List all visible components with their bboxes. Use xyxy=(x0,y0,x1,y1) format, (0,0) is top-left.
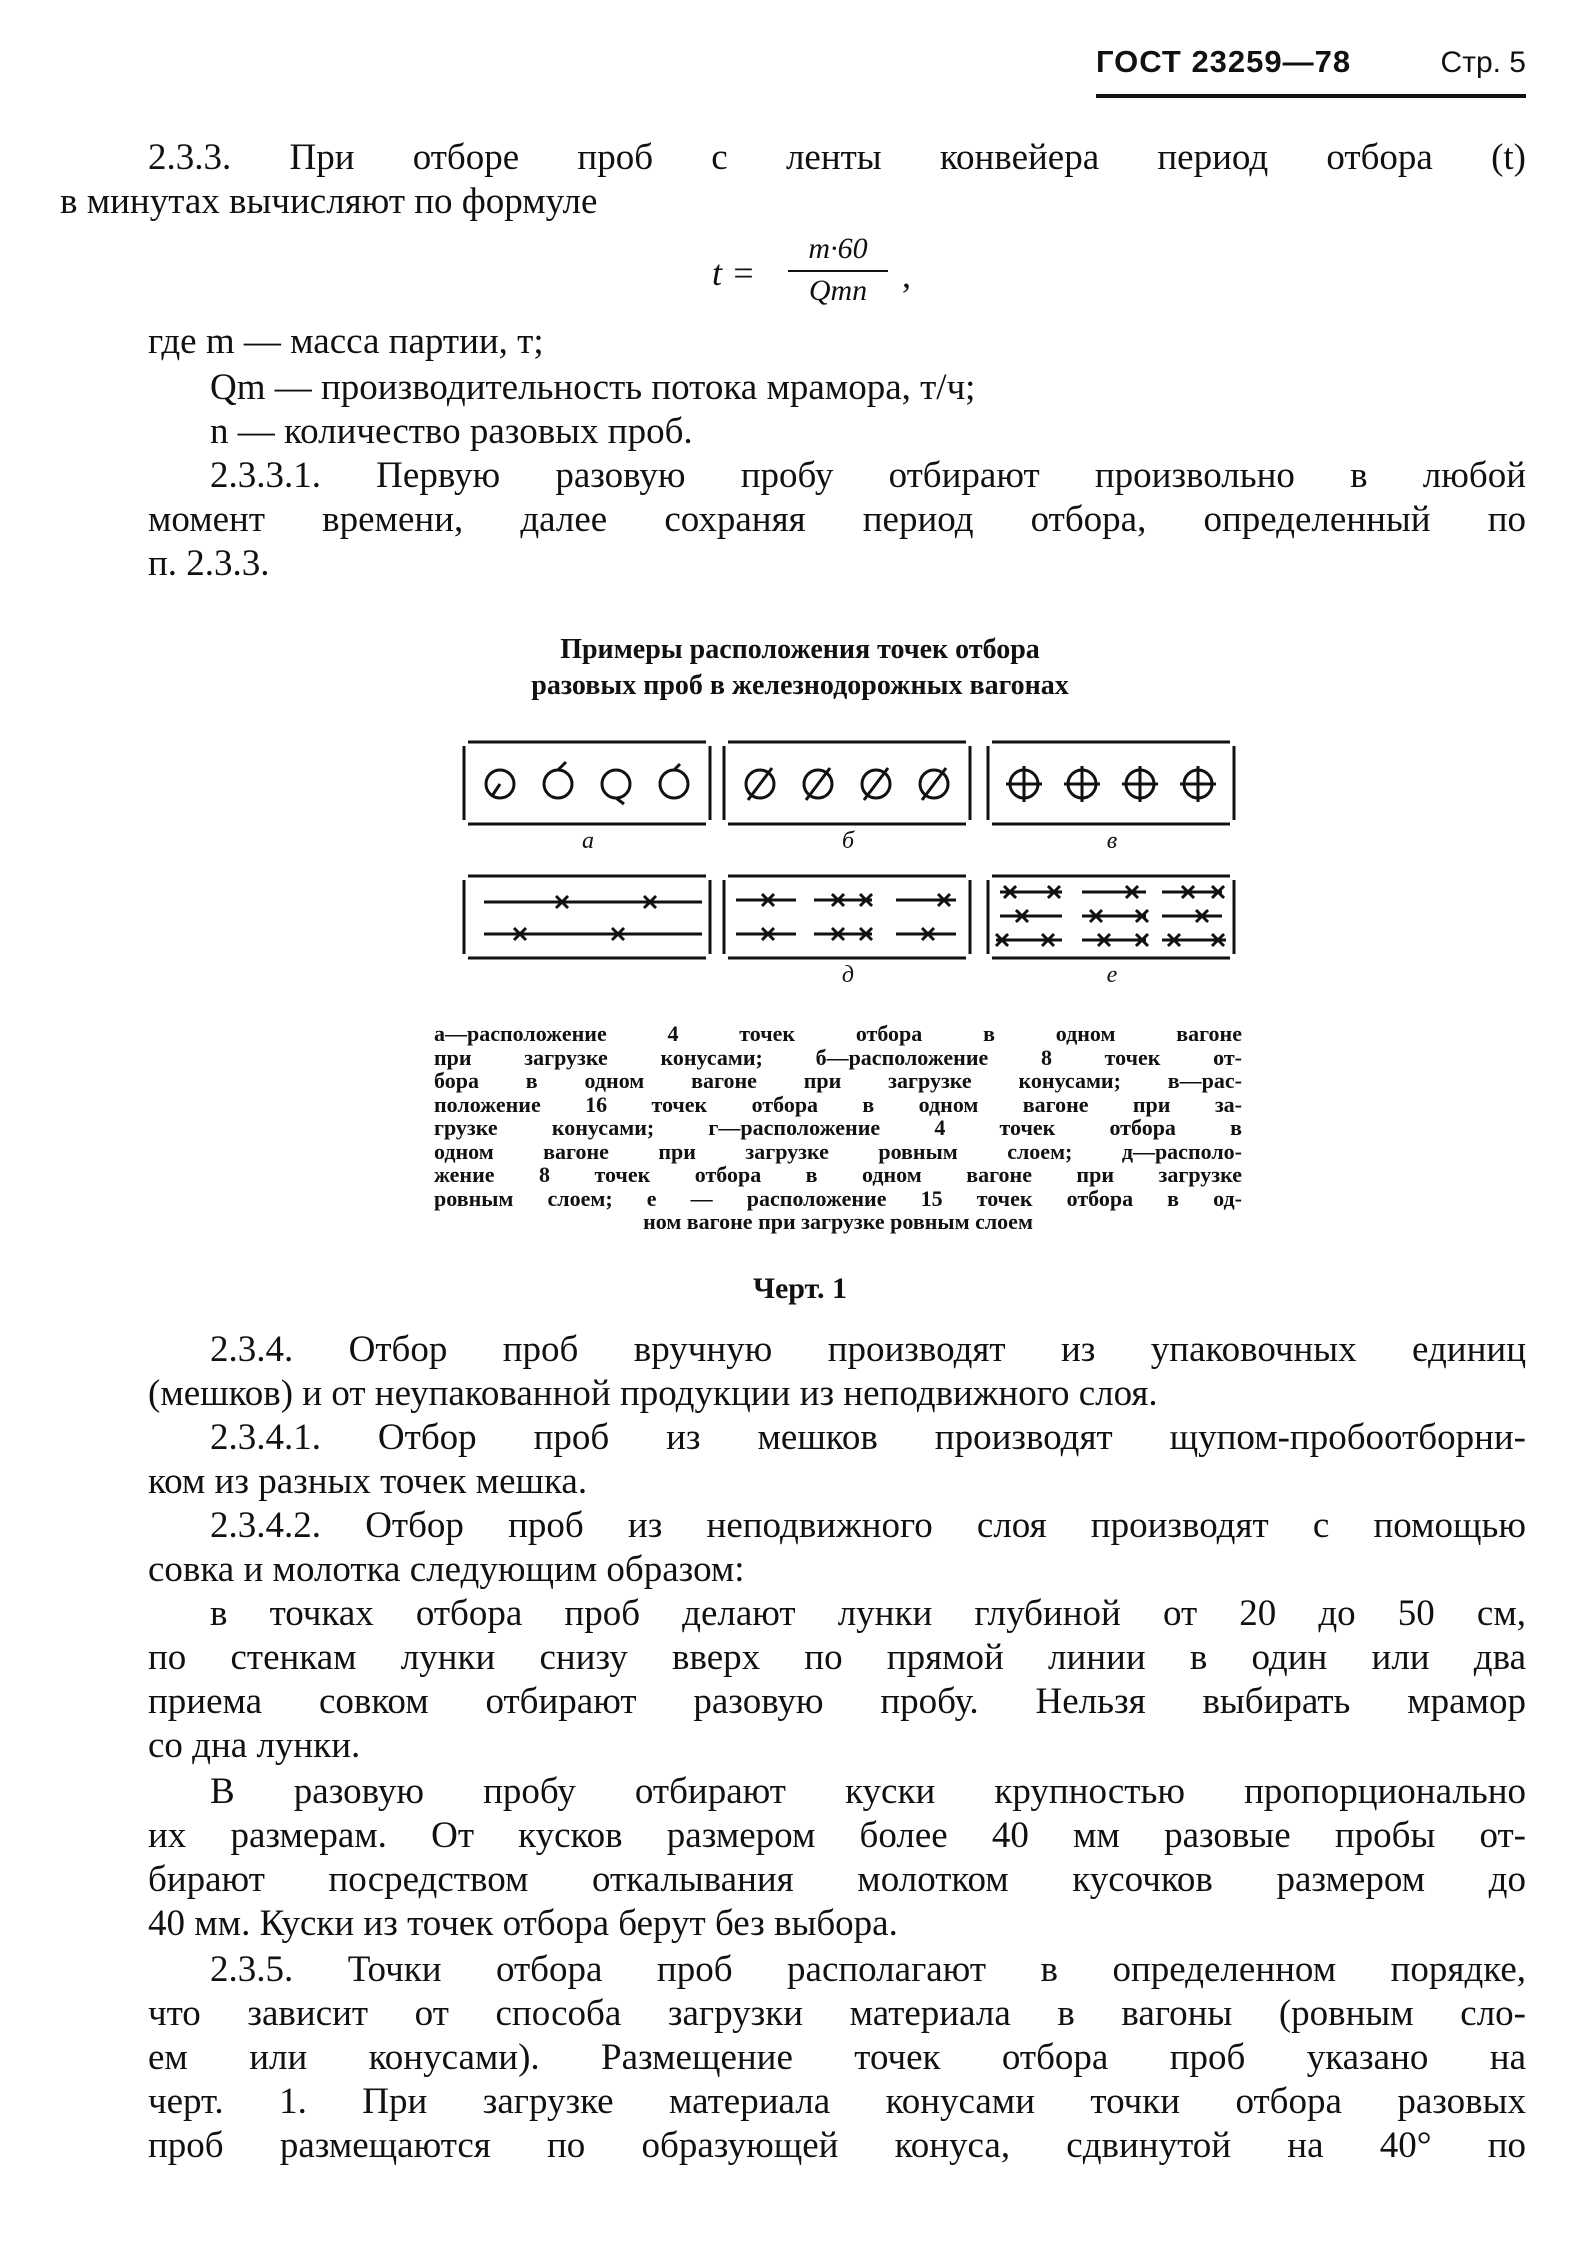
text-line: проб размещаются по образующей конуса, сдвинутой на 40° по xyxy=(148,2125,1526,2166)
formula-legend-n: n — количество разовых проб. xyxy=(210,411,693,452)
text-line: 2.3.3. При отборе проб с ленты конвейера период отбора (t) xyxy=(148,137,1526,178)
figure-number: Черт. 1 xyxy=(752,1272,848,1305)
text-line: ем или конусами). Размещение точек отбора проб указано на xyxy=(148,2037,1526,2078)
wagon-g-diagram xyxy=(462,872,712,962)
text-line: их размерам. От кусков размером более 40 мм разовые пробы от- xyxy=(148,1815,1526,1856)
figure-title-line: разовых проб в железнодорожных вагонах xyxy=(531,670,1069,701)
caption-line: а—расположение 4 точек отбора в одном вагоне xyxy=(434,1021,1242,1046)
text-line: что зависит от способа загрузки материала в вагоны (ровным сло- xyxy=(148,1993,1526,2034)
header-rule xyxy=(1096,94,1526,98)
text-line: ком из разных точек мешка. xyxy=(148,1461,588,1502)
paragraph-2-3-5 xyxy=(148,1948,1526,2168)
page-header xyxy=(1096,44,1526,104)
paragraph-sampling-points xyxy=(148,1592,1526,1768)
paragraph-pieces xyxy=(148,1770,1526,1946)
wagon-e-diagram xyxy=(986,872,1236,962)
figure-label-v: в xyxy=(1106,828,1118,854)
text-line: по стенкам лунки снизу вверх по прямой линии в один или два xyxy=(148,1637,1526,1678)
text-line: бирают посредством откалывания молотком кусочков размером до xyxy=(148,1859,1526,1900)
wagon-a-diagram xyxy=(462,738,712,828)
period-formula xyxy=(712,232,952,314)
wagon-d-diagram xyxy=(722,872,972,962)
text-line: приема совком отбирают разовую пробу. Нельзя выбирать мрамор xyxy=(148,1681,1526,1722)
text-line: 2.3.4.2. Отбор проб из неподвижного слоя производят с помощью xyxy=(210,1505,1526,1546)
formula-legend-m: где m — масса партии, т; xyxy=(148,321,544,362)
caption-line: положение 16 точек отбора в одном вагоне при за- xyxy=(434,1091,1242,1117)
fraction-bar xyxy=(788,270,888,272)
caption-line: грузке конусами; г—расположение 4 точек отбора в xyxy=(434,1115,1242,1140)
figure-label-e: е xyxy=(1106,962,1118,988)
text-line: (мешков) и от неупакованной продукции из неподвижного слоя. xyxy=(148,1373,1158,1414)
paragraph-2-3-4-1 xyxy=(148,1416,1526,1504)
text-line: 2.3.3.1. Первую разовую пробу отбирают произвольно в любой xyxy=(210,455,1526,496)
caption-line: ном вагоне при загрузке ровным слоем xyxy=(643,1209,1033,1234)
figure-title-line: Примеры расположения точек отбора xyxy=(560,634,1040,665)
figure-label-a: а xyxy=(582,828,594,854)
paragraph-2-3-4 xyxy=(148,1328,1526,1416)
wagon-v-diagram xyxy=(986,738,1236,828)
caption-line: жение 8 точек отбора в одном вагоне при загрузке xyxy=(434,1162,1242,1187)
text-line: В разовую пробу отбирают куски крупностью пропорционально xyxy=(210,1771,1526,1812)
formula-lhs: t = xyxy=(712,253,756,293)
page-number: Стр. 5 xyxy=(1440,46,1526,79)
caption-line: одном вагоне при загрузке ровным слоем; д—располо- xyxy=(434,1138,1242,1164)
standard-number: ГОСТ 23259—78 xyxy=(1096,44,1352,79)
text-line: в точках отбора проб делают лунки глубиной от 20 до 50 см, xyxy=(210,1593,1526,1634)
formula-legend-qm: Qm — производительность потока мрамора, т/ч; xyxy=(210,367,976,408)
paragraph-2-3-3-1 xyxy=(148,454,1526,586)
formula-comma: , xyxy=(902,255,911,295)
text-line: 2.3.4.1. Отбор проб из мешков производят щупом-пробоотборни- xyxy=(210,1417,1526,1458)
caption-line: при загрузке конусами; б—расположение 8 точек от- xyxy=(434,1044,1242,1070)
text-line: 40 мм. Куски из точек отбора берут без выбора. xyxy=(148,1903,898,1944)
text-line: 2.3.5. Точки отбора проб располагают в определенном порядке, xyxy=(210,1949,1526,1990)
wagon-b-diagram xyxy=(722,738,972,828)
paragraph-2-3-3 xyxy=(60,136,1526,224)
text-line: со дна лунки. xyxy=(148,1725,361,1766)
formula-denominator: Qmn xyxy=(808,274,868,307)
text-line: черт. 1. При загрузке материала конусами точки отбора разовых xyxy=(148,2081,1526,2122)
text-line: 2.3.4. Отбор проб вручную производят из упаковочных единиц xyxy=(210,1329,1526,1370)
paragraph-2-3-4-2 xyxy=(148,1504,1526,1592)
text-line: совка и молотка следующим образом: xyxy=(148,1549,745,1590)
text-line: п. 2.3.3. xyxy=(148,543,270,584)
caption-line: бора в одном вагоне при загрузке конусами; в—рас- xyxy=(434,1068,1242,1093)
text-line: в минутах вычисляют по формуле xyxy=(60,181,598,222)
figure-caption xyxy=(434,1022,1242,1234)
formula-numerator: m·60 xyxy=(808,232,868,265)
caption-line: ровным слоем; е — расположение 15 точек отбора в од- xyxy=(434,1185,1242,1211)
text-line: момент времени, далее сохраняя период отбора, определенный по xyxy=(148,499,1526,540)
figure-label-d: д xyxy=(841,962,855,988)
figure-label-b: б xyxy=(841,828,855,854)
figure-title xyxy=(400,632,1200,704)
